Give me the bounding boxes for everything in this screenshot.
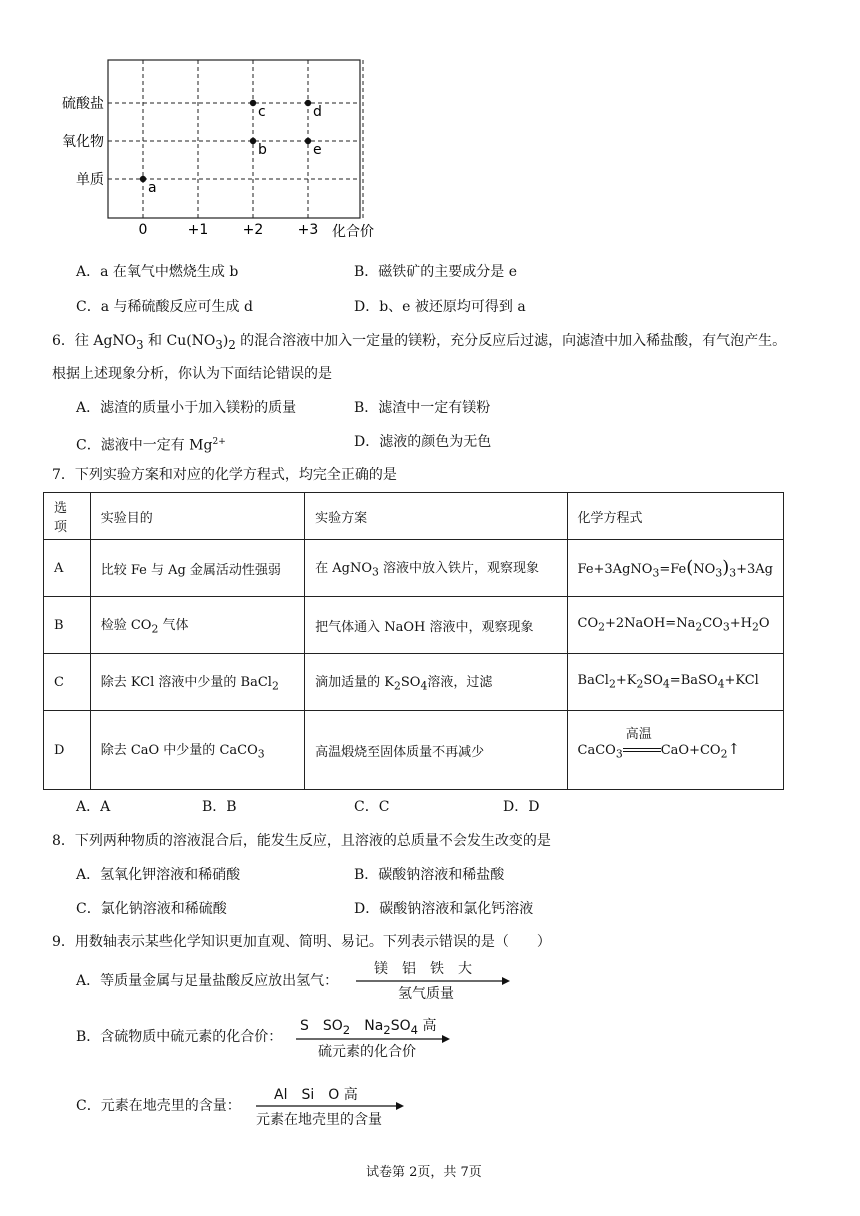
data-point-label: e: [313, 142, 322, 158]
q6-stem: 6．往 AgNO$_3$ 和 $Cu(NO_3)_2$ 的混合溶液中加入一定量的镁粉，充分反应后过滤，向滤渣中加入稀盐酸，有气泡产生。: [52, 333, 787, 352]
header-plan: 实验方案: [305, 493, 567, 540]
table-row: [44, 597, 784, 654]
q9-option-a-label: A．等质量金属与足量盐酸反应放出氢气：: [76, 973, 339, 989]
data-point: [250, 100, 256, 106]
q5-option-c: C．a 与稀硫酸反应可生成 d: [76, 299, 253, 315]
data-point-label: b: [258, 142, 267, 158]
q7-option-d: D．D: [503, 799, 540, 815]
q5-option-d: D．b、e 被还原均可得到 a: [354, 299, 526, 315]
q5-option-a: A．a 在氧气中燃烧生成 b: [76, 264, 239, 280]
row-plan: 滴加适量的 $K_2SO_4$溶液，过滤: [305, 654, 567, 711]
data-point: [250, 138, 256, 144]
row-option: B: [44, 597, 91, 654]
q7-stem: 7．下列实验方案和对应的化学方程式，均完全正确的是: [52, 467, 397, 483]
table-row: [44, 711, 784, 790]
row-option: D: [44, 711, 91, 790]
q9-option-c-top: Al Si O 高: [274, 1087, 358, 1103]
q6-stem-line2: 根据上述现象分析，你认为下面结论错误的是: [52, 366, 332, 382]
data-point-label: c: [258, 104, 266, 120]
q6-option-d: D．滤液的颜色为无色: [354, 434, 492, 450]
q6-option-b: B．滤渣中一定有镁粉: [354, 400, 491, 416]
row-goal: 除去 KCl 溶液中少量的 BaCl$_2$: [90, 654, 304, 711]
q6-option-c: C．滤液中一定有 $Mg^{2+}$: [76, 437, 226, 454]
q7-option-c: C．C: [354, 799, 390, 815]
row-plan: 在 AgNO$_3$ 溶液中放入铁片，观察现象: [305, 540, 567, 597]
row-equation: CaCO$_3$ 高温 $CaO+CO_2↑$: [567, 711, 783, 790]
q8-option-a: A．氢氧化钾溶液和稀硝酸: [76, 867, 241, 883]
gas-arrow-icon: ↑: [727, 739, 741, 758]
header-option: 选项: [44, 493, 91, 540]
q9-option-c-label: C．元素在地壳里的含量：: [76, 1098, 241, 1114]
row-plan: 高温煅烧至固体质量不再减少: [305, 711, 567, 790]
header-equation: 化学方程式: [567, 493, 783, 540]
q8-option-b: B．碳酸钠溶液和稀盐酸: [354, 867, 505, 883]
q8-stem: 8．下列两种物质的溶液混合后，能发生反应，且溶液的总质量不会发生改变的是: [52, 833, 551, 849]
data-point-label: d: [313, 104, 322, 120]
row-goal: 检验 $CO_2$ 气体: [90, 597, 304, 654]
row-option: A: [44, 540, 91, 597]
y-tick-label: 硫酸盐: [62, 96, 104, 112]
table-row: [44, 654, 784, 711]
x-axis-label: 化合价: [332, 224, 374, 240]
q9-option-c-bottom: 元素在地壳里的含量: [256, 1112, 382, 1128]
q9-option-b-bottom: 硫元素的化合价: [318, 1044, 416, 1060]
valence-chart: [40, 50, 420, 250]
header-goal: 实验目的: [90, 493, 304, 540]
data-point: [305, 100, 311, 106]
y-tick-label: 单质: [76, 172, 104, 188]
q9-option-a-top: 镁 铝 铁 大: [374, 961, 472, 977]
x-tick-label: +1: [187, 222, 209, 238]
q8-option-c: C．氯化钠溶液和稀硫酸: [76, 901, 227, 917]
x-tick-label: 0: [138, 222, 148, 238]
data-point: [305, 138, 311, 144]
q9-option-b-top: S $SO_2$ $Na_2SO_4$ 高: [300, 1018, 437, 1037]
q5-option-b: B．磁铁矿的主要成分是 e: [354, 264, 518, 280]
row-goal: 比较 Fe 与 Ag 金属活动性强弱: [90, 540, 304, 597]
row-option: C: [44, 654, 91, 711]
q6-option-a: A．滤渣的质量小于加入镁粉的质量: [76, 400, 297, 416]
q9-option-a-bottom: 氢气质量: [398, 986, 454, 1002]
q9-stem: 9．用数轴表示某些化学知识更加直观、简明、易记。下列表示错误的是（ ）: [52, 934, 551, 950]
q9-option-b-label: B．含硫物质中硫元素的化合价：: [76, 1029, 283, 1045]
row-goal: 除去 CaO 中少量的 CaCO$_3$: [90, 711, 304, 790]
data-point: [140, 176, 146, 182]
q7-option-a: A．A: [76, 799, 111, 815]
row-equation: $BaCl_2+K_2SO_4=BaSO_4+KCl$: [567, 654, 783, 711]
q7-table: [43, 492, 784, 790]
row-equation: $CO_2+2NaOH=Na_2CO_3+H_2O$: [567, 597, 783, 654]
data-point-label: a: [148, 180, 157, 196]
row-equation: $Fe+3AgNO_3=Fe(NO_3)_3+3Ag$: [567, 540, 783, 597]
table-header-row: [44, 493, 784, 540]
q7-option-b: B．B: [202, 799, 237, 815]
q8-option-d: D．碳酸钠溶液和氯化钙溶液: [354, 901, 534, 917]
y-tick-label: 氧化物: [62, 134, 104, 150]
x-tick-label: +2: [242, 222, 264, 238]
reaction-condition: 高温: [625, 727, 652, 743]
page-footer: 试卷第 2页，共 7页: [366, 1165, 482, 1180]
x-tick-label: +3: [297, 222, 319, 238]
table-row: [44, 540, 784, 597]
row-plan: 把气体通入 NaOH 溶液中，观察现象: [305, 597, 567, 654]
